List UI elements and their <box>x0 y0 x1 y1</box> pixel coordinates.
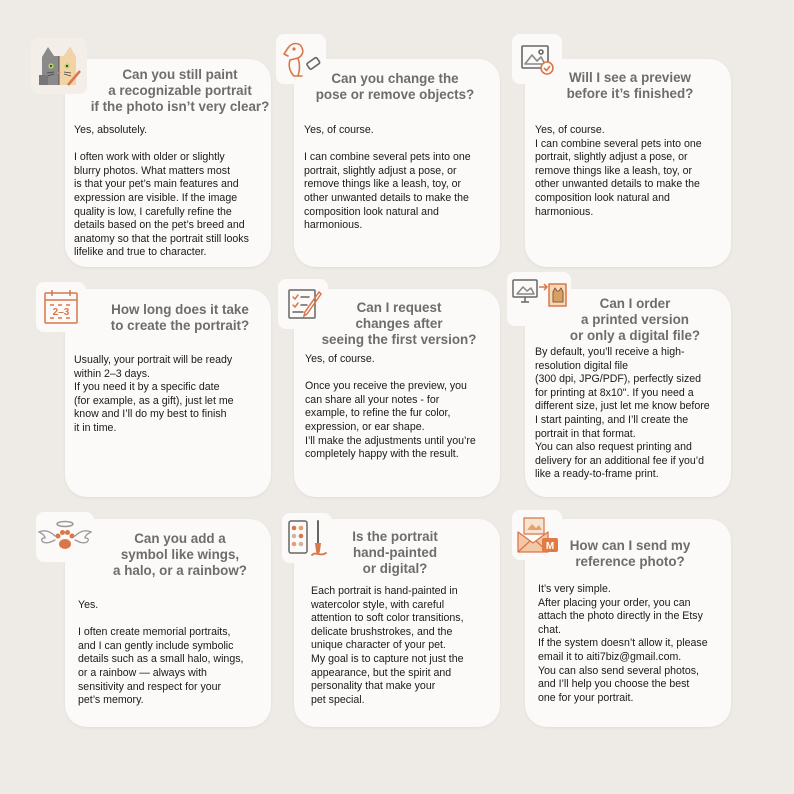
faq-question: How can I send my reference photo? <box>569 538 691 569</box>
faq-icon-badge <box>282 513 332 563</box>
faq-answer: Yes. I often create memorial portraits, and I can gently include symbolic details such as a small halo, wings, or a rainbow — always with sensitivity and respect for your pet’s memory. <box>78 599 244 707</box>
faq-question: Will I see a preview before it’s finished? <box>566 70 694 101</box>
calendar-icon <box>40 286 82 328</box>
calendar-label: 2–3 <box>52 307 70 318</box>
faq-question: Can I request changes after seeing the first version? <box>321 300 477 347</box>
faq-answer: Yes, of course. Once you receive the preview, you can share all your notes - for example, to refine the fur color, expression, or ear shape. I’ll make the adjustments until you’re completely happy with the result. <box>305 353 476 461</box>
faq-answer: Yes, absolutely. I often work with older or slightly blurry photos. What matters most is that your pet’s main features and expression are visible. If the image quality is low, I carefully refine the details based on the pet’s breed and anatomy so that the portrait still looks lifelike and true to character. <box>74 124 249 259</box>
faq-answer: By default, you’ll receive a high- resolution digital file (300 dpi, JPG/PDF), perfectly sized for printing at 8x10". If you need a different size, just let me know before I start painting, and I’ll create the portrait in that format. You can also request printing and delivery for an additional fee if you’d like a ready-to-frame print. <box>535 346 710 481</box>
faq-question: Can you still paint a recognizable portrait if the photo isn’t very clear? <box>90 67 270 114</box>
faq-question: How long does it take to create the portrait? <box>110 302 250 333</box>
faq-answer: It’s very simple. After placing your order, you can attach the photo directly in the Etsy chat. If the system doesn’t allow it, please email it to aiti7biz@gmail.com. You can also send several photos, and I’ll help you choose the best one for your portrait. <box>538 583 708 704</box>
faq-answer: Usually, your portrait will be ready within 2–3 days. If you need it by a specific date (for example, as a gift), just let me know and I’ll do my best to finish it in time. <box>74 354 234 434</box>
faq-answer: Yes, of course. I can combine several pets into one portrait, slightly adjust a pose, or remove things like a leash, toy, or other unwanted details to make the composition look natural and harmonious. <box>535 124 702 218</box>
faq-question: Is the portrait hand-painted or digital? <box>352 529 438 576</box>
faq-question: Can you change the pose or remove objects? <box>315 71 475 102</box>
faq-question: Can you add a symbol like wings, a halo, or a rainbow? <box>113 531 247 578</box>
envelope-mail-icon <box>514 512 560 558</box>
faq-icon-badge <box>512 510 562 560</box>
faq-answer: Each portrait is hand-painted in watercolor style, with careful attention to soft color transitions, delicate brushstrokes, and the unique character of your pet. My goal is to capture not just the appearance, but the spirit and personality that make your pet special. <box>311 585 464 706</box>
faq-answer: Yes, of course. I can combine several pets into one portrait, slightly adjust a pose, or remove things like a leash, toy, or other unwanted details to make the composition look natural and harmonious. <box>304 124 471 232</box>
faq-icon-badge <box>36 282 86 332</box>
palette-brush-icon <box>284 515 330 561</box>
mail-letter: M <box>545 541 555 552</box>
faq-question: Can I order a printed version or only a digital file? <box>569 296 701 343</box>
